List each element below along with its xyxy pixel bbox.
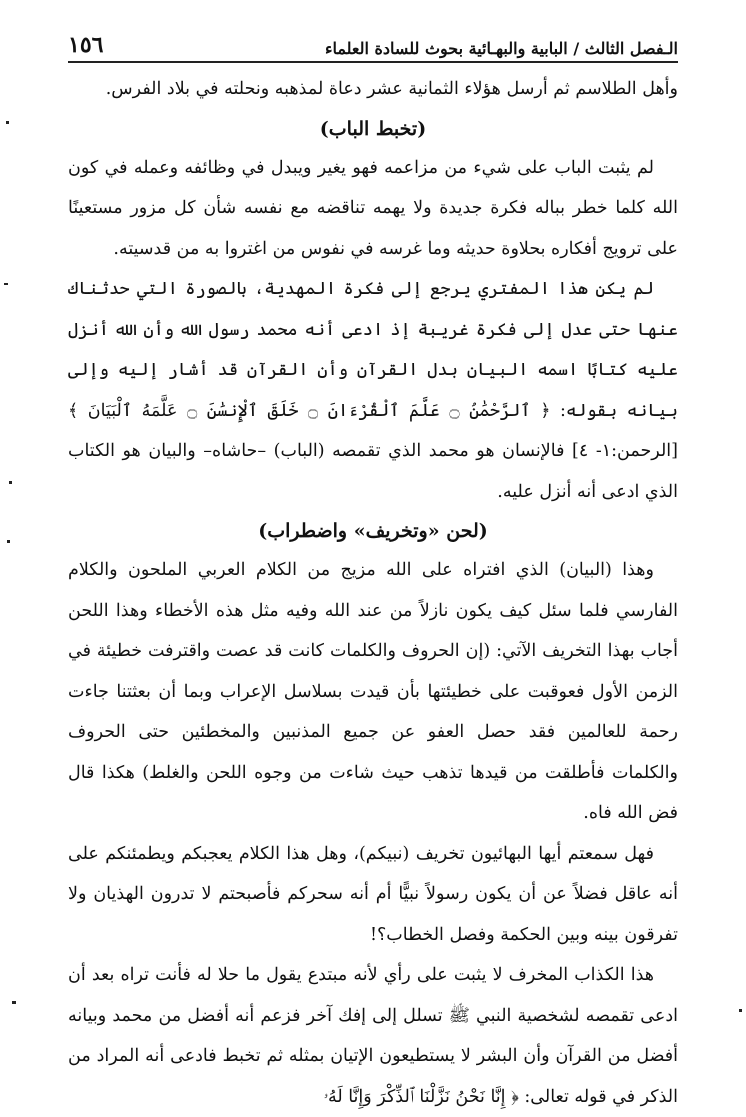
paragraph-2: لم يثبت الباب على شيء من مزاعمه فهو يغير ويبدل في وظائفه وعمله في كون الله كلما خطر بباله فكرة جديدة ولا يهمه تناقضه مع نفسه شأن كل مزور مستعينًا على ترويج أفكاره بحلاوة حديثه وما غرسه في نفوس من اغتروا به من قدسيته. [68,157,678,259]
paragraph-3: لم يكن هذا المفتري يرجع إلى فكرة المهدية، بالصورة التي حدثناك عنها حتى عدل إلى فكرة غريبة إذ ادعى أنه محمد رسول الله وأن الله أنزل عليه كتابًا اسمه البيان بدل القرآن وأن القرآن قد أشار إليه وإلى بيانه بقوله: ﴿ ٱلرَّحْمَٰنُ ۝ عَلَّمَ ٱلْقُرْءَانَ ۝ خَلَقَ ٱلْإِنسَٰنَ ۝ عَلَّمَهُ ٱلْبَيَانَ ﴾ [الرحمن:١- ٤] فالإنسان هو محمد الذي تقمصه (الباب) –حاشاه– والبيان هو الكتاب الذي ادعى أنه أنزل عليه. [68,279,678,502]
scan-mark [7,540,10,543]
paragraph-1: وأهل الطلاسم ثم أرسل هؤلاء الثمانية عشر دعاة لمذهبه ونحلته في بلاد الفرس. [105,79,678,99]
chapter-title: الـفصل الثالث / البابية والبهـائية بحوث للسادة العلماء [324,39,678,58]
page-body [68,69,678,1117]
scan-mark [4,283,8,285]
scan-mark [12,1001,16,1004]
scan-mark [6,121,9,124]
running-header [68,28,678,63]
paragraph-5: فهل سمعتم أيها البهائيون تخريف (نبيكم)، وهل هذا الكلام يعجبكم ويطمئنكم على أنه عاقل فضلاً عن أن يكون رسولاً نبيًّا أم أنه سحركم فأصبحتم لا تدرون الهذيان ولا تفرقون بينه وبين الحكمة وفصل الخطاب؟! [68,843,678,945]
page-number: ١٥٦ [68,32,104,58]
paragraph-4: وهذا (البيان) الذي افتراه على الله مزيج من الكلام العربي الملحون والكلام الفارسي فلما سئل كيف يكون نازلاً من عند الله وفيه مثل هذه الأخطاء وهذا اللحن أجاب بهذا التخريف الآتي: (إن الحروف والكلمات كانت قد عصت واقترفت خطيئة في الزمن الأول فعوقبت على خطيئتها بأن قيدت بسلاسل الإعراب وبما أن بعثتنا جاءت رحمة للعالمين فقد حصل العفو عن جميع المذنبين والمخطئين حتى الحروف والكلمات فأطلقت من قيدها تذهب حيث شاءت من وجوه اللحن والغلط) هكذا قال فض الله فاه. [68,560,678,823]
section-heading-errors: (لحن «وتخريف» واضطراب) [258,520,488,542]
paragraph-6: هذا الكذاب المخرف لا يثبت على رأي لأنه مبتدع يقول ما حلا له فأنت تراه بعد أن ادعى تقمصه لشخصية النبي ﷺ تسلل إلى إفك آخر فزعم أنه أفضل من محمد وبيانه أفضل من القرآن وأن البشر لا يستطيعون الإتيان بمثله ثم تخبط فادعى أنه المراد من الذكر في قوله تعالى: ﴿ إِنَّا نَحْنُ نَزَّلْنَا ٱلذِّكْرَ وَإِنَّا لَهُۥ [68,965,678,1107]
section-heading-bab-confusion: (تخبط الباب) [319,117,427,140]
book-page [68,28,678,1117]
scan-mark [9,481,12,484]
scan-mark [739,1009,742,1012]
